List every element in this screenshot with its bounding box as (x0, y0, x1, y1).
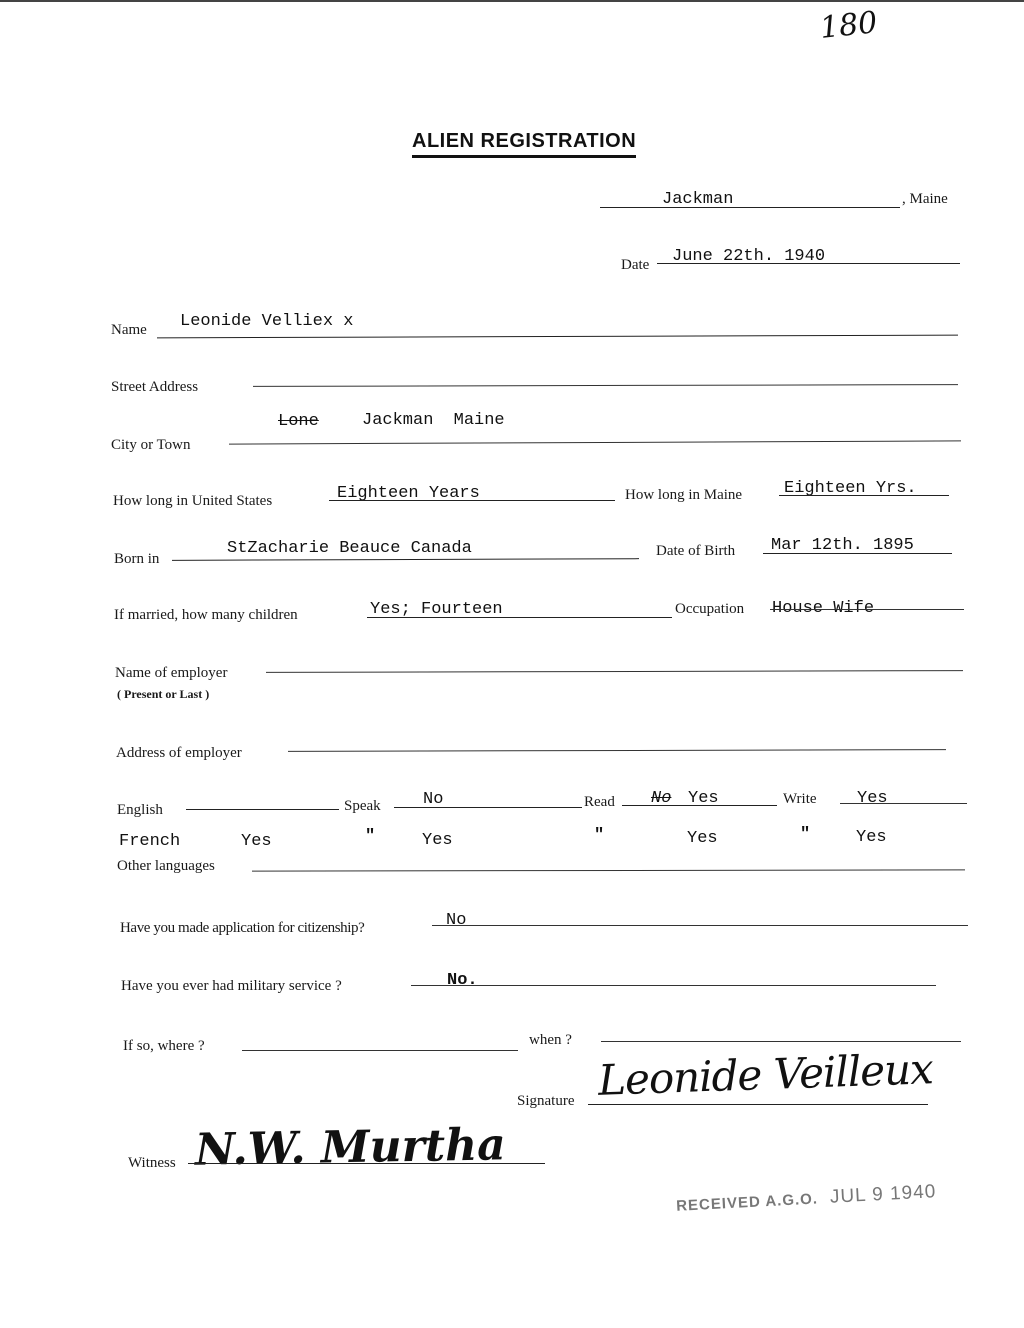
location-state-label: , Maine (902, 191, 948, 207)
read-label: Read (584, 794, 615, 810)
employer-name-sublabel: ( Present or Last ) (117, 687, 210, 701)
city-value: Jackman Maine (362, 411, 505, 430)
form-title: ALIEN REGISTRATION (412, 130, 636, 158)
english-write-line (840, 803, 967, 804)
military-value: No. (447, 971, 478, 990)
french-write-value: Yes (856, 828, 887, 847)
location-town: Jackman (662, 190, 734, 209)
how-long-us-label: How long in United States (113, 493, 273, 509)
date-of-birth-line (763, 553, 952, 554)
english-write-value: Yes (857, 789, 888, 808)
date-of-birth-value: Mar 12th. 1895 (771, 536, 914, 555)
city-line (229, 440, 961, 444)
street-address-label: Street Address (111, 379, 199, 395)
signature-value: Leonide Veilleux (597, 1044, 934, 1105)
witness-line (188, 1163, 545, 1164)
write-label: Write (783, 791, 817, 807)
page-top-edge (0, 0, 1024, 2)
when-line (601, 1041, 961, 1042)
name-label: Name (111, 322, 147, 338)
english-read-struck: No (651, 789, 672, 808)
employer-address-line (288, 749, 946, 752)
french-read-value: Yes (687, 829, 718, 848)
how-long-maine-value: Eighteen Yrs. (784, 479, 917, 498)
street-address-line (253, 384, 958, 387)
born-in-value: StZacharie Beauce Canada (227, 539, 472, 558)
signature-label: Signature (517, 1093, 575, 1109)
date-label: Date (621, 257, 650, 273)
english-read-line (622, 805, 777, 806)
city-label: City or Town (111, 437, 191, 453)
date-of-birth-label: Date of Birth (656, 543, 736, 559)
received-stamp-date: JUL 9 1940 (829, 1181, 937, 1208)
city-struck-value: Lone (278, 412, 319, 431)
page-number: 180 (818, 5, 879, 46)
children-value: Yes; Fourteen (370, 600, 503, 619)
french-speak-value: Yes (422, 831, 453, 850)
born-in-line (172, 558, 639, 561)
date-line (657, 263, 960, 264)
english-label: English (117, 802, 163, 818)
other-languages-label: Other languages (117, 858, 215, 874)
military-label: Have you ever had military service ? (121, 978, 342, 994)
if-so-where-label: If so, where ? (123, 1038, 205, 1054)
how-long-us-line (329, 500, 615, 501)
citizenship-value: No (446, 911, 467, 930)
witness-value: N.W. Murtha (194, 1119, 507, 1176)
english-line (186, 809, 339, 810)
name-line (157, 335, 958, 339)
name-value: Leonide Velliex x (180, 312, 354, 331)
witness-label: Witness (128, 1155, 176, 1171)
children-label: If married, how many children (114, 607, 298, 623)
citizenship-line (432, 925, 968, 926)
employer-name-label: Name of employer (115, 665, 228, 681)
how-long-maine-label: How long in Maine (625, 487, 743, 503)
date-value: June 22th. 1940 (672, 247, 826, 266)
french-value: Yes (241, 832, 272, 851)
employer-name-line (266, 670, 963, 673)
born-in-label: Born in (114, 551, 160, 567)
french-read-ditto: " (594, 826, 605, 845)
employer-address-label: Address of employer (116, 745, 242, 761)
when-label: when ? (529, 1032, 572, 1048)
other-languages-line (252, 869, 965, 871)
speak-label: Speak (344, 798, 381, 814)
french-write-ditto: " (800, 825, 811, 844)
citizenship-label: Have you made application for citizenship? (120, 920, 365, 936)
received-stamp-text: RECEIVED A.G.O. (675, 1190, 819, 1215)
occupation-label: Occupation (675, 601, 745, 617)
english-speak-value: No (423, 790, 444, 809)
signature-line (588, 1104, 928, 1105)
occupation-line (770, 609, 964, 610)
military-line (411, 985, 936, 986)
french-speak-ditto: " (365, 827, 376, 846)
how-long-us-value: Eighteen Years (337, 484, 480, 503)
how-long-maine-line (779, 495, 949, 496)
english-speak-line (394, 807, 582, 808)
children-line (367, 617, 672, 618)
occupation-value: House Wife (772, 599, 875, 618)
french-label: French (119, 832, 181, 851)
if-so-where-line (242, 1050, 518, 1051)
english-read-value: Yes (688, 789, 719, 808)
location-line (600, 207, 900, 208)
received-stamp (676, 1181, 937, 1217)
